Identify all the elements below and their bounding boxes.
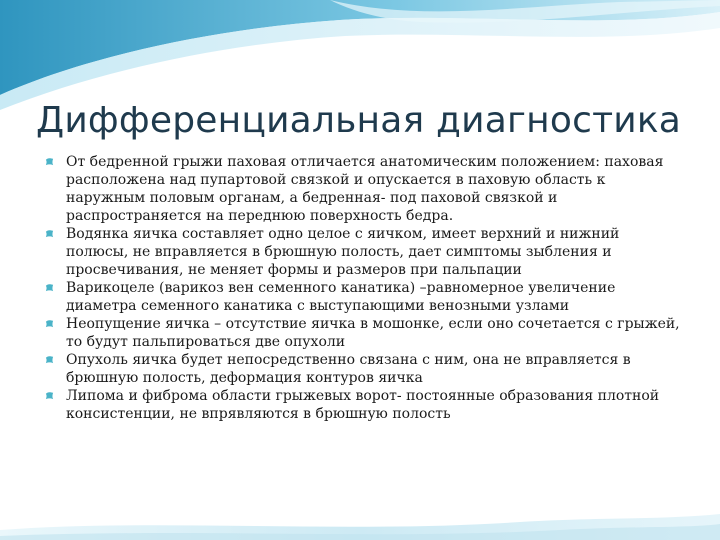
wavy-bullet-icon [45,229,54,238]
bullet-text: Варикоцеле (варикоз вен семенного канатика) –равномерное увеличение диаметра семенного канатика с выступающими венозными узлами [66,280,616,314]
wavy-bullet-icon [45,355,54,364]
bullet-list [44,153,684,423]
bullet-hydrocele [44,225,684,279]
bullet-text: Неопущение яичка – отсутствие яичка в мошонке, если оно сочетается с грыжей, то будут пальпироваться две опухоли [66,316,680,350]
bullet-text: Липома и фиброма области грыжевых ворот- постоянные образования плотной консистенции, не впрявляются в брюшную полость [66,388,660,422]
bullet-lipoma-fibroma [44,387,684,423]
wavy-bullet-icon [45,157,54,166]
wavy-bullet-icon [45,283,54,292]
bottom-wave-decoration [0,490,720,540]
bullet-text: Водянка яичка составляет одно целое с яичком, имеет верхний и нижний полюсы, не вправляется в брюшную полость, дает симптомы зыбления и просвечивания, не меняет формы и размеров при пальпации [66,226,620,278]
wavy-bullet-icon [45,319,54,328]
top-wave-decoration [0,0,720,110]
slide-title: Дифференциальная диагностика [36,100,682,141]
bullet-testicular-tumor [44,351,684,387]
bullet-varicocele [44,279,684,315]
bullet-undescended-testis [44,315,684,351]
bullet-text: От бедренной грыжи паховая отличается анатомическим положением: паховая расположена над пупартовой связкой и опускается в паховую область к наружным половым органам, а бедренная- под паховой связкой и распространяется на переднюю поверхность бедра. [66,154,664,224]
bullet-femoral-hernia [44,153,684,225]
bullet-text: Опухоль яичка будет непосредственно связана с ним, она не вправляется в брюшную полость, деформация контуров яичка [66,352,631,386]
wavy-bullet-icon [45,391,54,400]
